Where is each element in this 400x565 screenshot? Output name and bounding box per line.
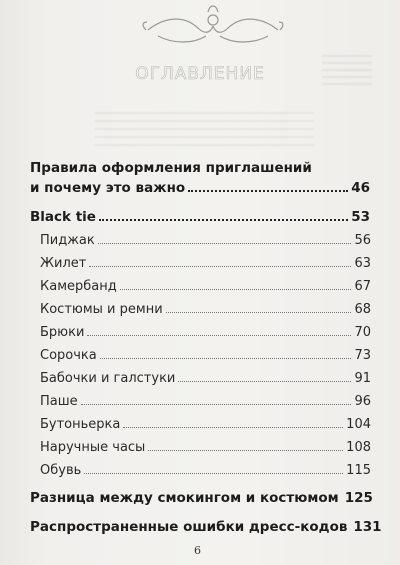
toc-page-number: 63 — [354, 256, 371, 271]
leader-dots — [87, 335, 351, 336]
toc-subentry[interactable] — [40, 417, 371, 432]
toc-entry[interactable] — [30, 180, 370, 196]
toc-entry-title: Брюки — [40, 325, 85, 340]
toc-entry-title: Распространенные ошибки дресс-кодов — [30, 519, 348, 535]
toc-entry-title: Паше — [40, 394, 78, 409]
toc-entry-title: Бутоньерка — [40, 417, 121, 432]
toc-page-number: 108 — [346, 440, 371, 455]
toc-page-number: 73 — [354, 348, 371, 363]
leader-dots — [99, 219, 348, 221]
toc-subentry[interactable] — [40, 348, 371, 363]
decorative-ornament-icon — [138, 0, 288, 48]
leader-dots — [120, 289, 352, 290]
toc-entry-title: Наручные часы — [40, 440, 146, 455]
toc-entry-title: Сорочка — [40, 348, 97, 363]
toc-page-number: 125 — [344, 490, 373, 506]
page-number: 6 — [194, 544, 201, 557]
toc-subentry[interactable] — [40, 233, 371, 248]
toc-page-number: 91 — [354, 371, 371, 386]
toc-subentry[interactable] — [40, 302, 371, 317]
toc-subentry[interactable] — [40, 394, 371, 409]
leader-dots — [148, 450, 343, 451]
bleed-through-text — [95, 112, 315, 152]
toc-subentry[interactable] — [40, 279, 371, 294]
toc-entry-title: Обувь — [40, 463, 82, 478]
toc-entry-title: Жилет — [40, 256, 87, 271]
leader-dots — [98, 243, 352, 244]
leader-dots — [166, 312, 352, 313]
toc-page-number: 67 — [354, 279, 371, 294]
toc-subentry[interactable] — [40, 440, 371, 455]
toc-entry[interactable] — [30, 209, 370, 225]
toc-heading: ОГЛАВЛЕНИЕ — [135, 64, 265, 84]
toc-entry[interactable] — [30, 490, 372, 506]
toc-entry-title: Бабочки и галстуки — [40, 371, 176, 386]
toc-entry-title: Правила оформления приглашений — [30, 160, 312, 176]
toc-page-number: 56 — [354, 233, 371, 248]
toc-page-number: 131 — [353, 519, 382, 535]
leader-dots — [100, 358, 352, 359]
toc-subentry[interactable] — [40, 371, 371, 386]
leader-dots — [84, 473, 343, 474]
toc-entry[interactable] — [30, 519, 382, 535]
toc-page-number: 46 — [351, 180, 370, 196]
toc-page-number: 53 — [351, 209, 370, 225]
toc-subentry[interactable] — [40, 256, 371, 271]
toc-entry-title: Костюмы и ремни — [40, 302, 163, 317]
toc-page-number: 96 — [354, 394, 371, 409]
toc-entry-title: и почему это важно — [30, 180, 186, 196]
toc-entry-title: Пиджак — [40, 233, 95, 248]
toc-page-number: 115 — [346, 463, 371, 478]
toc-entry-title: Black tie — [30, 209, 96, 225]
leader-dots — [89, 266, 351, 267]
toc-page-number: 68 — [354, 302, 371, 317]
toc-page-number: 104 — [346, 417, 371, 432]
toc-page-number: 70 — [354, 325, 371, 340]
leader-dots — [188, 190, 348, 192]
leader-dots — [123, 427, 343, 428]
toc-subentry[interactable] — [40, 463, 371, 478]
leader-dots — [178, 381, 351, 382]
leader-dots — [81, 404, 352, 405]
toc-subentry[interactable] — [40, 325, 371, 340]
bleed-through-text — [322, 55, 372, 85]
toc-entry-title: Разница между смокингом и костюмом — [30, 490, 339, 506]
toc-entry-title: Камербанд — [40, 279, 117, 294]
